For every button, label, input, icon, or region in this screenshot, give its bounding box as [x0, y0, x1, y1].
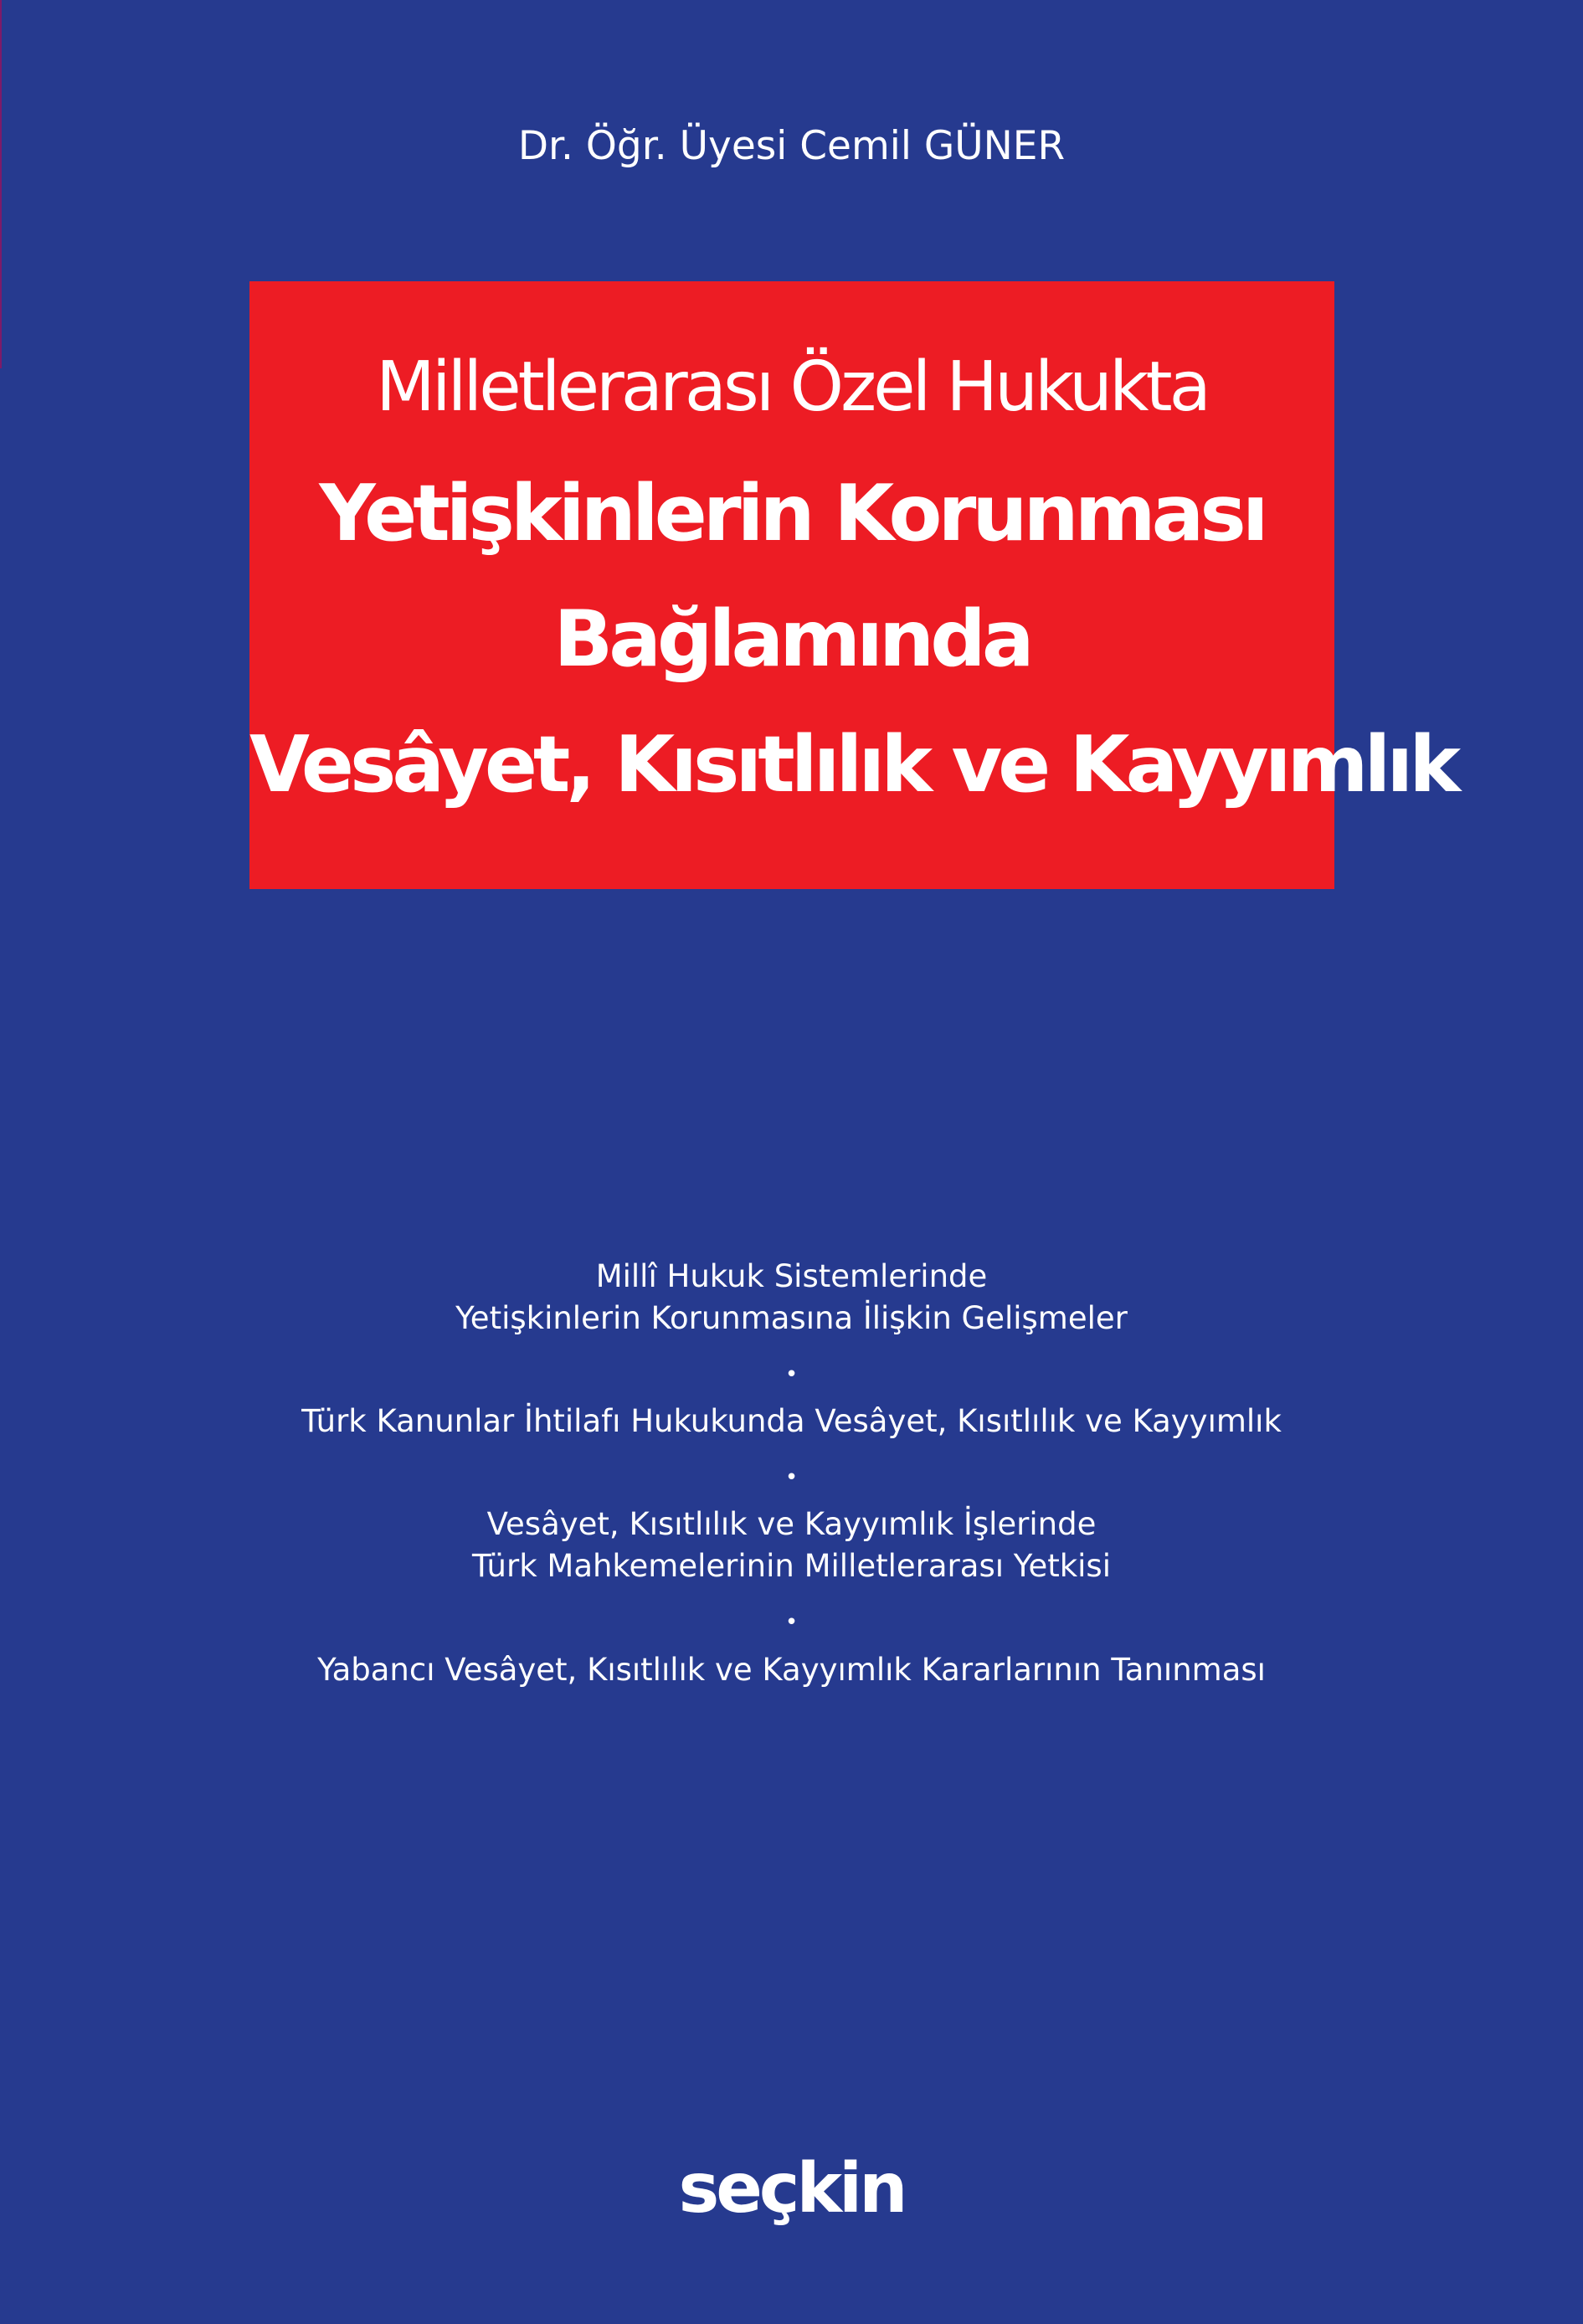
author-name: Dr. Öğr. Üyesi Cemil GÜNER [517, 123, 1066, 169]
title-line-2: Yetişkinlerin Korunması [319, 468, 1265, 558]
topic-1-line-1: Millî Hukuk Sistemlerinde [595, 1258, 988, 1294]
topic-3-line-1: Vesâyet, Kısıtlılık ve Kayyımlık İşlerinde [486, 1506, 1097, 1542]
title-box [249, 281, 1457, 889]
title-line-1: Milletlerarası Özel Hukukta [376, 347, 1208, 427]
topic-3-line-2: Türk Mahkemelerinin Milletlerarası Yetkisi [472, 1548, 1111, 1584]
left-edge-line [0, 0, 2, 368]
topic-2-line-1: Türk Kanunlar İhtilafı Hukukunda Vesâyet, Kısıtlılık ve Kayyımlık [301, 1403, 1282, 1439]
topic-separator-2: • [784, 1465, 799, 1490]
topic-1-line-2: Yetişkinlerin Korunmasına İlişkin Gelişmeler [455, 1300, 1128, 1336]
title-line-3: Bağlamında [553, 594, 1030, 684]
publisher-logo: seçkin [678, 2149, 905, 2229]
topic-separator-1: • [784, 1362, 799, 1387]
title-line-4: Vesâyet, Kısıtlılık ve Kayyımlık [249, 719, 1457, 810]
topic-4-line-1: Yabancı Vesâyet, Kısıtlılık ve Kayyımlık Kararlarının Tanınması [317, 1652, 1266, 1688]
topic-separator-3: • [784, 1610, 799, 1635]
